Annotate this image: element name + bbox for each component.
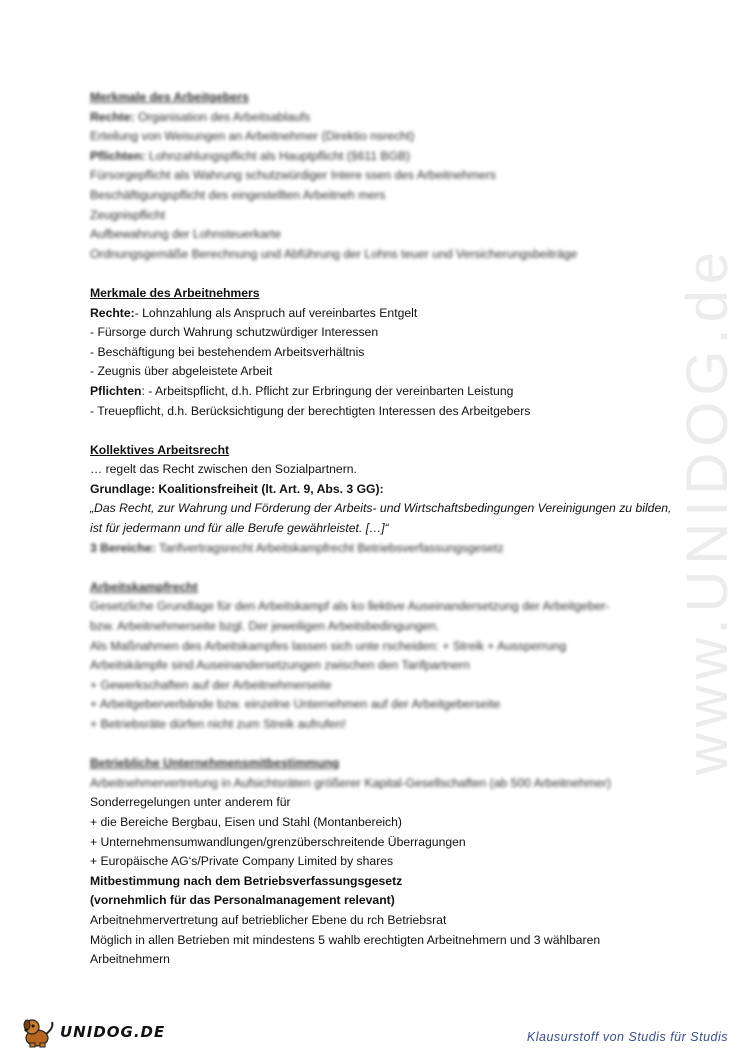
text-line: Pflichten: - Arbeitspflicht, d.h. Pflicht zur Erbringung der vereinbarten Leistung <box>90 383 514 398</box>
section-arbeitskampf <box>90 578 680 735</box>
section-arbeitnehmer <box>90 284 680 421</box>
text-line: Rechte: Organisation des Arbeitsablaufs <box>90 109 311 124</box>
text-line: Arbeitnehmervertretung in Aufsichtsräten größerer Kapital-Gesellschaften (ab 500 Arbeitnehmer) <box>90 775 611 790</box>
text-line: Aufbewahrung der Lohnsteuerkarte <box>90 227 282 242</box>
text-line: Möglich in allen Betrieben mit mindestens 5 wahlb erechtigten Arbeitnehmern und 3 wählbaren <box>90 932 601 947</box>
text-line: Erteilung von Weisungen an Arbeitnehmer (Direktio nsrecht) <box>90 129 415 144</box>
text-line: - Fürsorge durch Wahrung schutzwürdiger Interessen <box>90 325 379 340</box>
logo-text: UNIDOG.DE <box>60 1023 166 1041</box>
text-line: Als Maßnahmen des Arbeitskampfes lassen sich unte rscheiden: + Streik + Aussperrung <box>90 638 567 653</box>
section-mitbestimmung <box>90 754 680 970</box>
text-line: Grundlage: Koalitionsfreiheit (lt. Art. 9, Abs. 3 GG): <box>90 481 384 496</box>
text-line: 3 Bereiche: Tarifvertragsrecht Arbeitskampfrecht Betriebsverfassungsgesetz <box>90 540 504 555</box>
text-line: Mitbestimmung nach dem Betriebsverfassungsgesetz <box>90 873 403 888</box>
text-line: + Unternehmensumwandlungen/grenzüberschreitende Überragungen <box>90 834 466 849</box>
text-line: Ordnungsgemäße Berechnung und Abführung der Lohns teuer und Versicherungsbeiträge <box>90 246 578 261</box>
text-line: Fürsorgepflicht als Wahrung schutzwürdiger Intere ssen des Arbeitnehmers <box>90 168 496 183</box>
text-line: Pflichten: Lohnzahlungspflicht als Hauptpflicht (§611 BGB) <box>90 148 411 163</box>
section-arbeitgeber <box>90 88 680 264</box>
quote: „Das Recht, zur Wahrung und Förderung der Arbeits- und Wirtschaftsbedingungen Vereinigungen zu bilden, ist für jedermann und für alle Berufe gewährleistet. […]“ <box>90 501 672 536</box>
text-line: + die Bereiche Bergbau, Eisen und Stahl (Montanbereich) <box>90 814 402 829</box>
watermark-text: www.UNIDOG.de <box>675 245 741 775</box>
footer-logo <box>22 1014 165 1050</box>
text-line: … regelt das Recht zwischen den Sozialpartnern. <box>90 462 357 477</box>
text-line: - Beschäftigung bei bestehendem Arbeitsverhältnis <box>90 344 365 359</box>
text-line: Rechte:- Lohnzahlung als Anspruch auf vereinbartes Entgelt <box>90 305 418 320</box>
section-heading: Merkmale des Arbeitnehmers <box>90 285 260 300</box>
footer-tagline: Klausurstoff von Studis für Studis <box>526 1030 728 1044</box>
text-line: + Betriebsräte dürfen nicht zum Streik aufrufen! <box>90 717 346 731</box>
document-body <box>90 88 680 970</box>
text-line: + Gewerkschaften auf der Arbeitnehmerseite <box>90 677 332 692</box>
text-line: (vornehmlich für das Personalmanagement relevant) <box>90 893 395 908</box>
text-line: Zeugnispflicht <box>90 207 166 222</box>
text-line: Arbeitskämpfe sind Auseinandersetzungen zwischen den Tarifpartnern <box>90 658 470 673</box>
text-line: - Zeugnis über abgeleistete Arbeit <box>90 364 273 379</box>
text-line: - Treuepflicht, d.h. Berücksichtigung der berechtigten Interessen des Arbeitgebers <box>90 403 531 418</box>
section-kollektiv <box>90 441 680 559</box>
section-heading: Merkmale des Arbeitgebers <box>90 90 249 104</box>
text-line: + Europäische AG‘s/Private Company Limited by shares <box>90 854 394 869</box>
dog-logo-icon <box>22 1016 56 1048</box>
section-heading: Betriebliche Unternehmensmitbestimmung <box>90 756 340 771</box>
section-heading: Kollektives Arbeitsrecht <box>90 442 230 457</box>
text-line: Beschäftigungspflicht des eingestellten Arbeitneh mers <box>90 187 386 202</box>
watermark <box>668 245 748 775</box>
text-line: Arbeitnehmern <box>90 952 170 967</box>
text-line: Arbeitnehmervertretung auf betrieblicher Ebene du rch Betriebsrat <box>90 912 447 927</box>
text-line: bzw. Arbeitnehmerseite bzgl. Der jeweiligen Arbeitsbedingungen. <box>90 619 440 634</box>
section-heading: Arbeitskampfrecht <box>90 579 198 594</box>
text-line: + Arbeitgeberverbände bzw. einzelne Unternehmen auf der Arbeitgeberseite <box>90 697 501 712</box>
text-line: Sonderregelungen unter anderem für <box>90 795 291 810</box>
text-line: Gesetzliche Grundlage für den Arbeitskampf als ko llektive Auseinandersetzung der Arbeitgeber- <box>90 599 610 614</box>
